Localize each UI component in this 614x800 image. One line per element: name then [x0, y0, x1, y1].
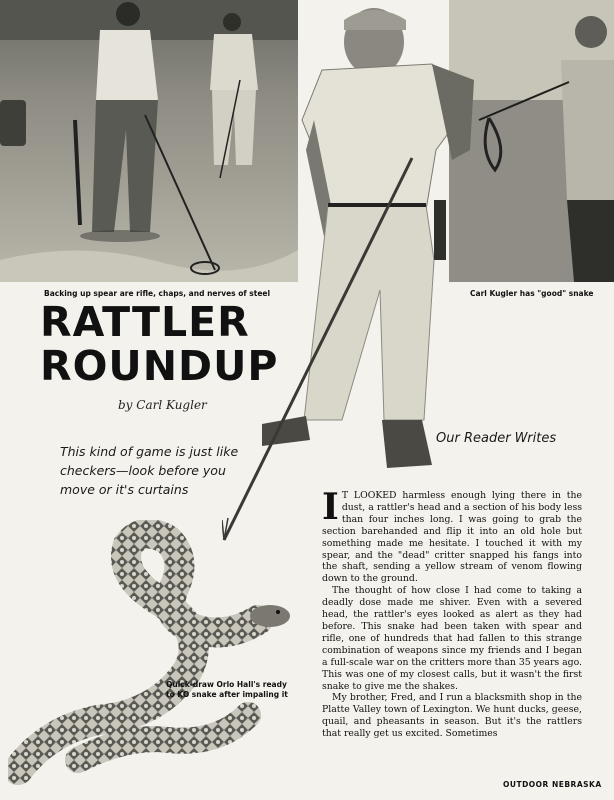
byline: by Carl Kugler [118, 398, 207, 412]
photo-man-with-spear [222, 0, 484, 545]
caption-snake-line-2: to KO snake after impaling it [166, 690, 288, 699]
caption-snake [166, 680, 288, 700]
paragraph-1 [322, 486, 582, 585]
paragraph-3: My brother, Fred, and I run a blacksmith shop in the Platte Valley town of Lexington. We hunt ducks, geese, quail, and pheasants in season. But it's the rattlers that really get us excited. Sometimes [322, 692, 582, 740]
magazine-footer: OUTDOOR NEBRASKA [503, 780, 602, 789]
caption-hunters: Backing up spear are rifle, chaps, and nerves of steel [44, 289, 271, 298]
drop-cap: I [322, 486, 339, 528]
title-line-1: RATTLER [40, 298, 250, 346]
article-body [322, 486, 583, 740]
section-label: Our Reader Writes [436, 431, 557, 446]
photo-rattlesnake [8, 520, 308, 792]
caption-snake-line-1: Quick-draw Orlo Hall's ready [166, 680, 287, 689]
title-line-2: ROUNDUP [40, 342, 279, 390]
article-title [40, 300, 278, 388]
article-dek: This kind of game is just like checkers—look before you move or it's curtains [60, 444, 239, 497]
paragraph-2: The thought of how close I had come to taking a deadly dose made me shiver. Even with a severed head, the rattler's eyes looked as alert as they had before. This snake had been taken with spear and rifle, one of hundreds that had fallen to this strange combination of weapons since my friends and I began a full-scale war on the critters more than 35 years ago. This was one of my closest calls, but it wasn't the first snake to give me the shakes. [322, 585, 583, 692]
caption-kugler: Carl Kugler has "good" snake [470, 289, 594, 298]
paragraph-1-text: T LOOKED harmless enough lying there in the dust, a rattler's head and a section of his body less than four inches long. I was going to grab the section barehanded and flip it into an old hole but something made me hesitate. I touched it with my spear, and the "dead" critter snapped his fangs into the shaft, sending a yellow stream of venom flowing down to the ground. [322, 490, 582, 585]
